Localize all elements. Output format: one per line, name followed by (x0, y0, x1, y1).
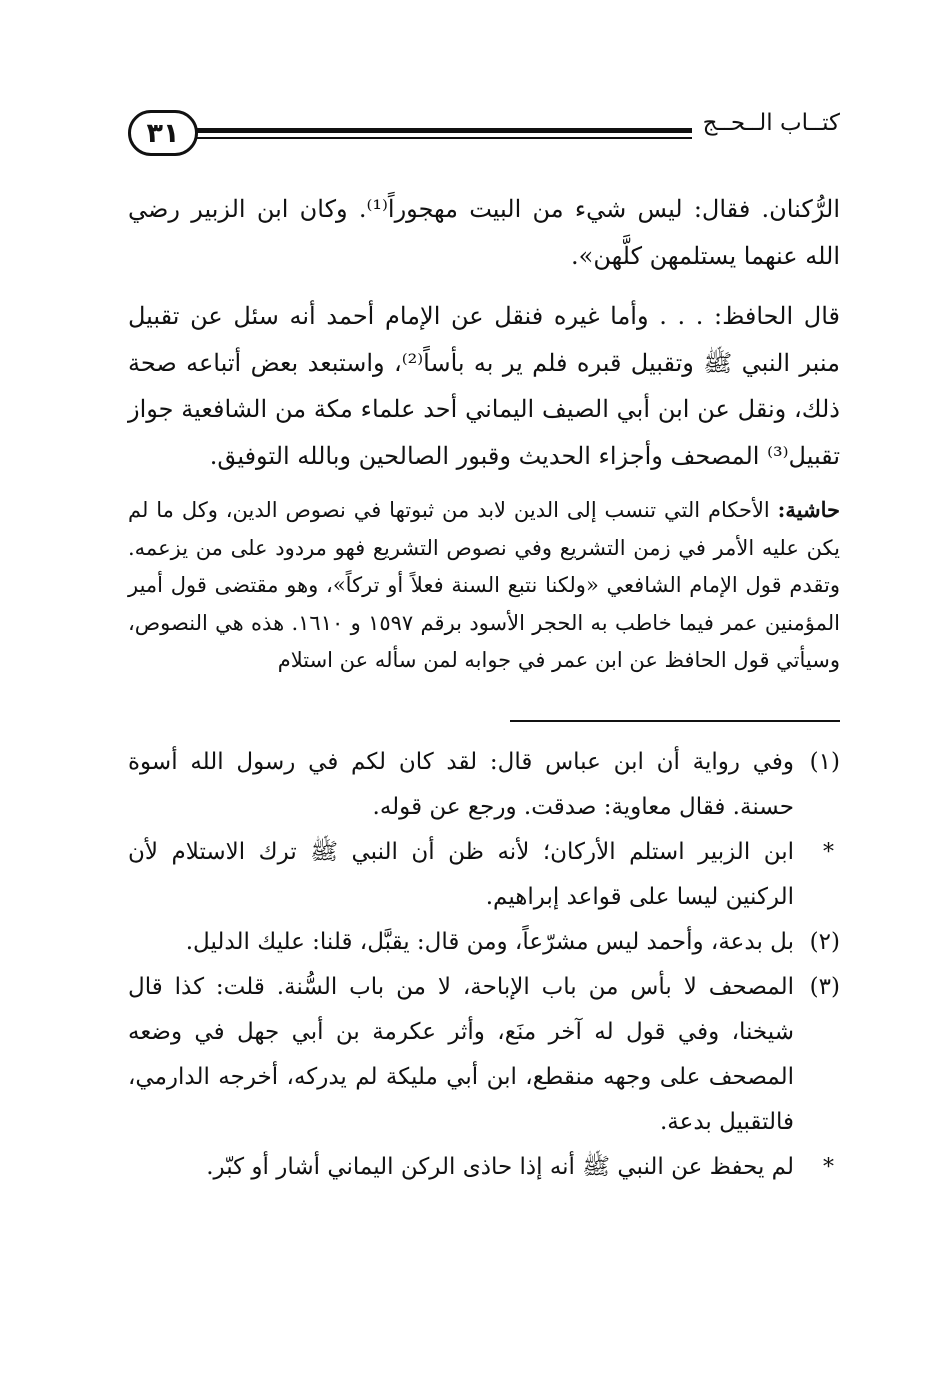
note-label: حاشية: (777, 497, 840, 522)
footnote-text: ابن الزبير استلم الأركان؛ لأنه ظن أن النبي ﷺ ترك الاستلام لأن الركنين ليسا على قواعد إبراهيم. (128, 839, 794, 910)
footnote-marker: (٣) (809, 974, 840, 1000)
footnote-2 (128, 920, 840, 965)
paragraph-2: قال الحافظ: . . . وأما غيره فنقل عن الإمام أحمد أنه سئل عن تقبيل منبر النبي ﷺ وتقبيل قبره فلم ير به بأساً⁽²⁾، واستبعد بعض أتباعه صحة ذلك، ونقل عن ابن أبي الصيف اليماني أحد علماء مكة من الشافعية جواز تقبيل⁽³⁾ المصحف وأجزاء الحديث وقبور الصالحين وبالله التوفيق. (128, 302, 840, 470)
paragraph-1: الرُّكنان. فقال: ليس شيء من البيت مهجوراً⁽¹⁾. وكان ابن الزبير رضي الله عنهما يستلمهن كلَّهن». (128, 195, 840, 270)
footnotes (128, 740, 840, 1190)
header-rule-thick (196, 128, 692, 133)
asterisk-marker: * (823, 840, 834, 865)
note-paragraph (128, 491, 840, 680)
footnote-comment-2 (128, 1145, 840, 1190)
page-number: ٣١ (128, 110, 198, 156)
header-rule-thin (196, 137, 692, 139)
footnote-marker: (١) (809, 749, 840, 775)
footnote-comment-1 (128, 830, 840, 920)
footnote-text: وفي رواية أن ابن عباس قال: لقد كان لكم في رسول الله أسوة حسنة. فقال معاوية: صدقت. ورجع عن قوله. (128, 749, 794, 820)
note-text: الأحكام التي تنسب إلى الدين لابد من ثبوتها في نصوص الدين، وكل ما لم يكن عليه الأمر في زمن التشريع وفي نصوص التشريع فهو مردود على من يزعمه. وتقدم قول الإمام الشافعي «ولكنا نتبع السنة فعلاً أو تركاً»، وهو مقتضى قول أمير المؤمنين عمر فيما خاطب به الحجر الأسود برقم ١٥٩٧ و ١٦١٠. هذه هي النصوص، وسيأتي قول الحافظ عن ابن عمر في جوابه لمن سأله عن استلام (128, 498, 840, 672)
footnote-text: لم يحفظ عن النبي ﷺ أنه إذا حاذى الركن اليماني أشار أو كبّر. (206, 1154, 794, 1180)
book-title: كتــاب الــحــج (702, 110, 840, 136)
footnote-1 (128, 740, 840, 830)
page-header (128, 104, 840, 168)
footnote-marker: (٢) (809, 929, 840, 955)
footnote-3 (128, 965, 840, 1145)
footnote-text: بل بدعة، وأحمد ليس مشرّعاً، ومن قال: يقبَّل، قلنا: عليك الدليل. (185, 929, 794, 955)
asterisk-marker: * (823, 1155, 834, 1180)
footnote-text: المصحف لا بأس من باب الإباحة، لا من باب السُّنة. قلت: كذا قال شيخنا، وفي قول له آخر منَع، وأثر عكرمة بن أبي جهل في وضعه المصحف على وجهه منقطع، ابن أبي مليكة لم يدركه، أخرجه الدارمي، فالتقبيل بدعة. (128, 974, 794, 1135)
footnote-divider (510, 720, 840, 722)
main-text (128, 186, 840, 680)
